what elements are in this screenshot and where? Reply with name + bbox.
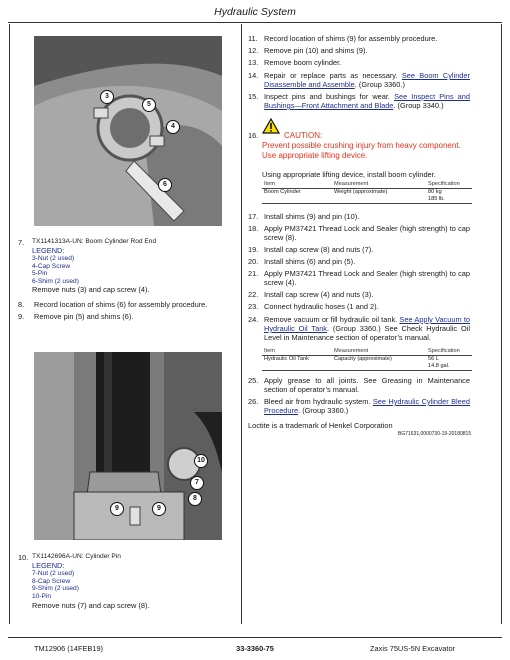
legend-2-title: LEGEND: — [32, 561, 65, 570]
boom-cylinder-spec-table: Item Measurement Specification Boom Cylinder Weight (approximate) 80 kg 185 lb. — [262, 181, 472, 204]
legend-2-list — [32, 570, 79, 600]
hydraulic-oil-tank-spec-table: Item Measurement Specification Hydraulic Oil Tank Capacity (approximate) 56 L 14.8 gal. — [262, 348, 472, 371]
figure-2-code: TX1142696A-UN: Cylinder Pin — [32, 553, 121, 560]
callout-3: 3 — [100, 90, 114, 104]
link-inspect-pins-bushings[interactable]: See Inspect Pins and Bushings—Front Attachment and Blade — [264, 92, 470, 110]
page-header-title: Hydraulic System — [214, 6, 296, 18]
legend-item: 3-Nut (2 used) — [32, 255, 75, 262]
step-7-text: Remove nuts (3) and cap screw (4). — [32, 285, 150, 294]
legend-item: 9-Shim (2 used) — [32, 585, 79, 592]
link-apply-vacuum[interactable]: See Apply Vacuum to Hydraulic Oil Tank — [264, 315, 471, 333]
legend-item: 10-Pin — [32, 592, 52, 600]
callout-5: 5 — [142, 98, 156, 112]
caution-warning-icon — [262, 118, 280, 139]
document-code: BG71631,0000730-19-20180815 — [398, 431, 472, 437]
boom-cylinder-rod-end-photo — [34, 36, 222, 226]
footer-tm-number: TM12906 (14FEB19) — [34, 644, 104, 653]
cylinder-pin-photo — [34, 352, 222, 540]
legend-item: 7-Nut (2 used) — [32, 570, 75, 577]
step-8-text: Record location of shims (6) for assembly procedure. — [34, 300, 208, 309]
figure-1-code: TX1141313A-UN: Boom Cylinder Rod End — [32, 238, 157, 245]
column-divider — [241, 24, 242, 624]
callout-7: 7 — [190, 476, 204, 490]
callout-9-right: 9 — [152, 502, 166, 516]
callout-8: 8 — [188, 492, 202, 506]
header-rule — [8, 22, 502, 23]
step-9-number: 9. — [18, 312, 25, 321]
lifting-note: Using appropriate lifting device, install boom cylinder. — [262, 170, 436, 179]
trademark-note: Loctite is a trademark of Henkel Corporation — [248, 421, 393, 430]
legend-item: 8-Cap Screw — [32, 577, 71, 585]
left-margin-rule — [9, 24, 10, 624]
callout-6: 6 — [158, 178, 172, 192]
legend-item: 4-Cap Screw — [32, 262, 71, 270]
right-margin-rule — [501, 24, 502, 624]
footer-model-name: Zaxis 75US-5N Excavator — [370, 644, 456, 653]
legend-item: 5-Pin — [32, 270, 48, 277]
step-8-number: 8. — [18, 300, 25, 309]
step-7-number: 7. — [18, 238, 25, 247]
step-10-text: Remove nuts (7) and cap screw (8). — [32, 601, 150, 610]
callout-9-left: 9 — [110, 502, 124, 516]
legend-item: 6-Shim (2 used) — [32, 277, 79, 285]
step-10-number: 10. — [18, 553, 29, 562]
link-boom-cylinder-disassemble[interactable]: See Boom Cylinder Disassemble and Assemble — [264, 71, 470, 89]
step-16-number: 16. — [248, 131, 259, 140]
legend-1-list — [32, 255, 79, 285]
footer-rule — [8, 637, 502, 638]
legend-1-title: LEGEND: — [32, 246, 65, 255]
step-9-text: Remove pin (5) and shims (6). — [34, 312, 134, 321]
footer-page-number: 33-3360-75 — [236, 644, 274, 653]
callout-10: 10 — [194, 454, 208, 468]
link-hydraulic-cylinder-bleed[interactable]: See Hydraulic Cylinder Bleed Procedure — [264, 397, 470, 415]
callout-4: 4 — [166, 120, 180, 134]
caution-text: Prevent possible crushing injury from heavy component. Use appropriate lifting device. — [262, 141, 461, 160]
caution-title: CAUTION: — [284, 131, 323, 140]
